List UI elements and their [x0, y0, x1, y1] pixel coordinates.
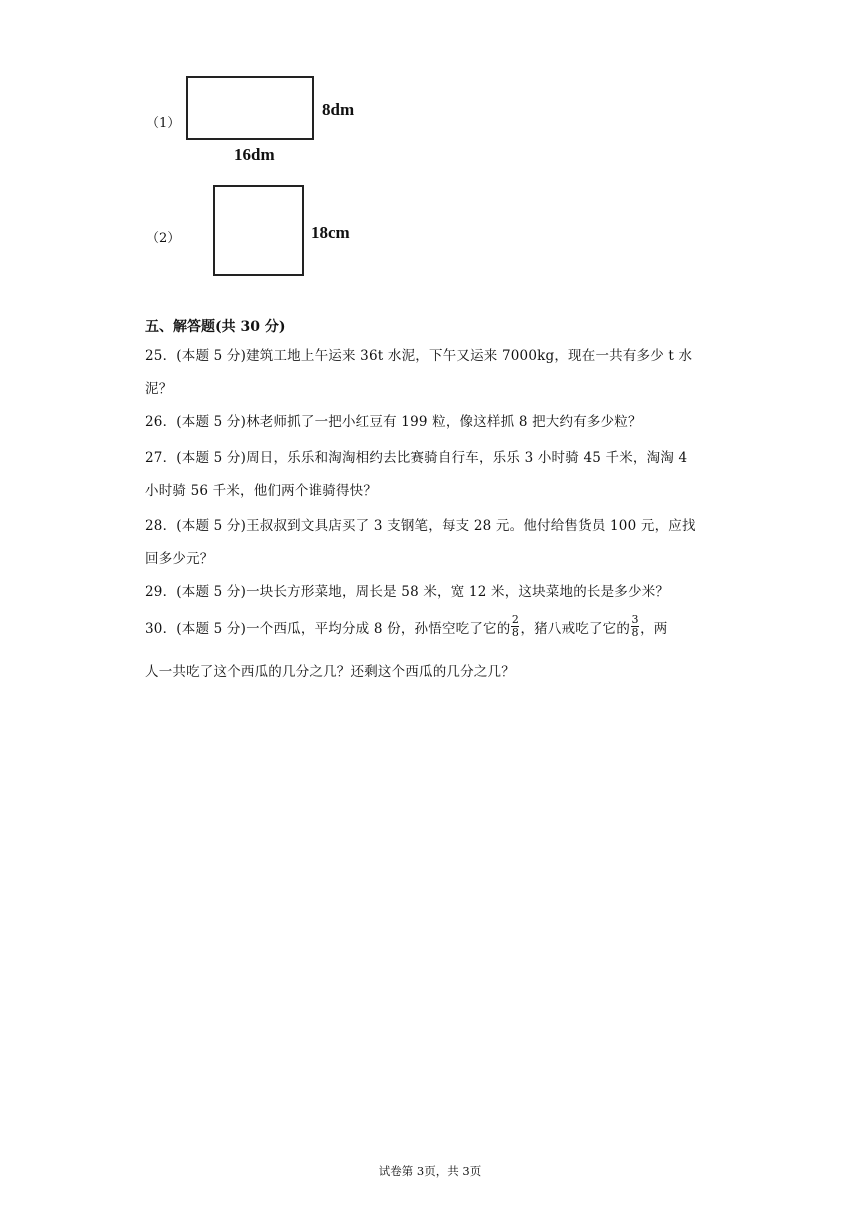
fraction-denominator: 8	[511, 626, 520, 639]
square-figure	[213, 185, 304, 276]
section-title: 五、解答题(共 30 分)	[145, 319, 286, 335]
rectangle-figure	[186, 76, 314, 140]
question-30-text-c: ，两	[640, 620, 668, 637]
question-27-line-1: 27．(本题 5 分)周日，乐乐和淘淘相约去比赛骑自行车，乐乐 3 小时骑 45 千米，淘淘 4	[145, 450, 688, 466]
fraction-denominator: 8	[631, 626, 639, 639]
question-25-line-2: 泥？	[145, 381, 173, 397]
fraction-three-eighths	[631, 614, 639, 639]
question-25-line-1: 25．(本题 5 分)建筑工地上午运来 36t 水泥，下午又运来 7000kg，现在一共有多少 t 水	[145, 348, 693, 364]
question-28-line-1: 28．(本题 5 分)王叔叔到文具店买了 3 支钢笔，每支 28 元。他付给售货员 100 元，应找	[145, 518, 696, 534]
figure-1-label: （1）	[146, 116, 181, 131]
question-30-line-2: 人一共吃了这个西瓜的几分之几？还剩这个西瓜的几分之几？	[145, 664, 515, 680]
rectangle-width-label: 16dm	[234, 145, 275, 164]
fraction-numerator: 2	[511, 613, 520, 626]
question-30-text-b: ，猪八戒吃了它的	[520, 620, 631, 637]
page-footer: 试卷第 3页，共 3页	[378, 1164, 482, 1178]
rectangle-height-label: 8dm	[322, 100, 355, 119]
question-30-line-1	[145, 614, 667, 639]
question-28-line-2: 回多少元？	[145, 551, 214, 567]
square-side-label: 18cm	[311, 223, 350, 242]
question-29-line-1: 29．(本题 5 分)一块长方形菜地，周长是 58 米，宽 12 米，这块菜地的长是多少米？	[145, 584, 670, 600]
question-27-line-2: 小时骑 56 千米，他们两个谁骑得快？	[145, 483, 378, 499]
fraction-two-eighths	[511, 614, 519, 639]
question-30-text-a: 30．(本题 5 分)一个西瓜，平均分成 8 份，孙悟空吃了它的	[145, 620, 511, 637]
figure-2-label: （2）	[146, 231, 181, 246]
question-26-line-1: 26．(本题 5 分)林老师抓了一把小红豆有 199 粒，像这样抓 8 把大约有多少粒？	[145, 414, 642, 430]
fraction-numerator: 3	[631, 613, 639, 626]
